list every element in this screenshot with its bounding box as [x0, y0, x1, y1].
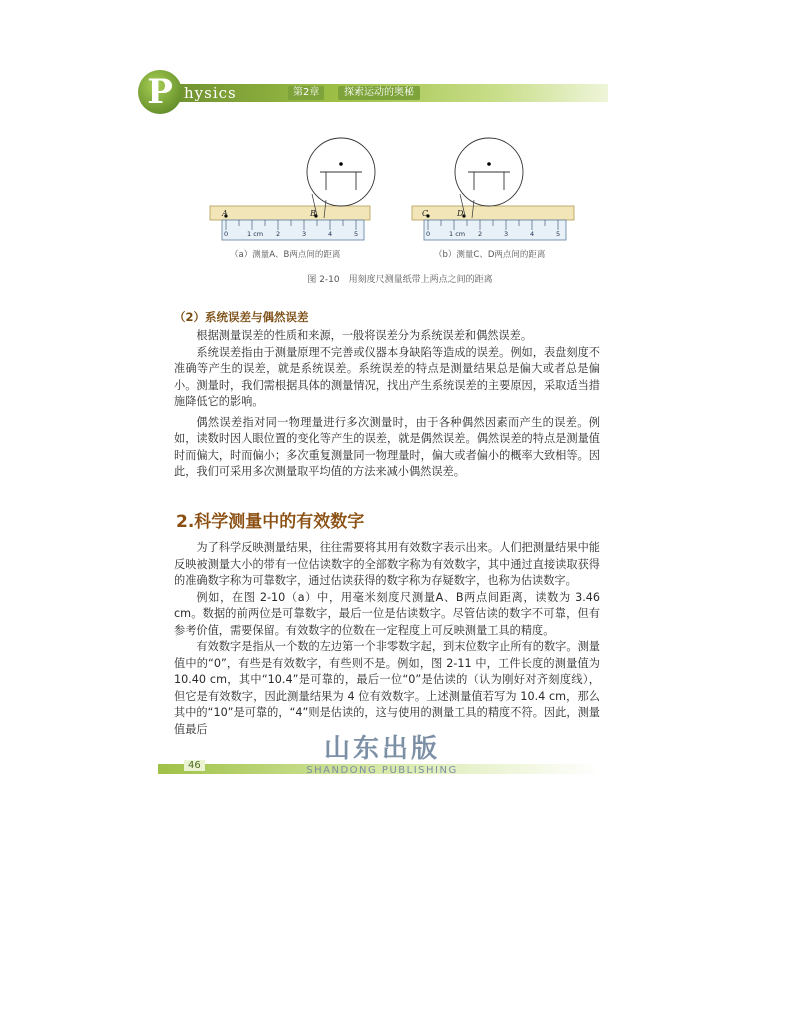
paragraph: 偶然误差指对同一物理量进行多次测量时，由于各种偶然因素而产生的误差。例如，读数时因人眼位置的变化等产生的误差，就是偶然误差。偶然误差的特点是测量值时而偏大，时而偏小；多次重复测量同一物理量时，偏大或者偏小的概率大致相等。因此，我们可采用多次测量取平均值的方法来减小偶然误差。: [174, 415, 600, 478]
paragraph: 为了科学反映测量结果，往往需要将其用有效数字表示出来。人们把测量结果中能反映被测量大小的带有一位估读数字的全部数字称为有效数字，其中通过直接读取获得的准确数字称为可靠数字，通过估读获得的数字称为存疑数字，也称为估读数字。: [174, 541, 600, 587]
tick-label: 1 cm: [247, 230, 264, 238]
figure-2-10: [200, 132, 600, 285]
panel-a: [210, 138, 375, 240]
publisher-watermark: 山东出版: [323, 734, 440, 764]
paragraph: 有效数字是指从一个数的左边第一个非零数字起，到末位数字止所有的数字。测量值中的“0”，有些是有效数字，有些则不是。例如，图 2-11 中，工件长度的测量值为10.40 cm，其中“10.4”是可靠的，最后一位“0”是估读的（认为刚好对齐刻度线），但它是有效数字，因此测量结果为 4 位有效数字。上述测量值若写为 10.4 cm，那么其中的“10”是可靠的，“4”则是估读的，这与使用的测量工具的精度不符。因此，测量值最后: [174, 640, 600, 736]
publisher-watermark-en: SHANDONG PUBLISHING: [306, 765, 458, 776]
page-number: 46: [184, 760, 205, 771]
section-title: 2.科学测量中的有效数字: [176, 512, 365, 532]
tick-label: 2: [478, 230, 483, 238]
point-a-label: A: [222, 209, 228, 218]
tick-label: 5: [556, 230, 561, 238]
paragraph: 根据测量误差的性质和来源，一般将误差分为系统误差和偶然误差。: [196, 329, 533, 342]
tick-label: 2: [276, 230, 281, 238]
paragraph: 系统误差指由于测量原理不完善或仪器本身缺陷等造成的误差。例如，表盘刻度不准确等产生的误差，就是系统误差。系统误差的特点是测量结果总是偏大或者总是偏小。测量时，我们需根据具体的测量情况，找出产生系统误差的主要原因，采取适当措施降低它的影响。: [174, 345, 600, 408]
body-text-block-2: [174, 540, 600, 738]
figure-caption: 图 2-10 用刻度尺测量纸带上两点之间的距离: [307, 275, 493, 285]
point-d-label: D: [457, 209, 464, 218]
paragraph: 例如，在图 2-10（a）中，用毫米刻度尺测量A、B两点间距离，读数为 3.46 cm。数据的前两位是可靠数字，最后一位是估读数字。尽管估读的数字不可靠，但有参考价值，需要保留。有效数字的位数在一定程度上可反映测量工具的精度。: [174, 590, 600, 637]
tick-label: 5: [354, 230, 359, 238]
subfigure-a-caption: （a）测量A、B两点间的距离: [230, 250, 341, 260]
page-header: [138, 70, 608, 114]
point-b-label: B: [310, 209, 316, 218]
chapter-label: 第2章: [288, 86, 324, 100]
subheading: （2）系统误差与偶然误差: [174, 310, 309, 324]
tick-label: 0: [426, 230, 431, 238]
tick-label: 4: [530, 230, 535, 238]
tick-label: 3: [302, 230, 307, 238]
tick-label: 4: [328, 230, 333, 238]
tick-label: 3: [504, 230, 509, 238]
physics-logo-icon: P: [138, 70, 182, 114]
subfigure-b-caption: （b）测量C、D两点间的距离: [434, 250, 546, 260]
body-text-block-1: [174, 328, 600, 481]
logo-text: hysics: [184, 84, 237, 102]
panel-b: [412, 138, 574, 240]
tick-label: 1 cm: [449, 230, 466, 238]
point-c-label: C: [422, 209, 429, 218]
tick-label: 0: [224, 230, 229, 238]
chapter-title: 探索运动的奥秘: [338, 86, 420, 100]
